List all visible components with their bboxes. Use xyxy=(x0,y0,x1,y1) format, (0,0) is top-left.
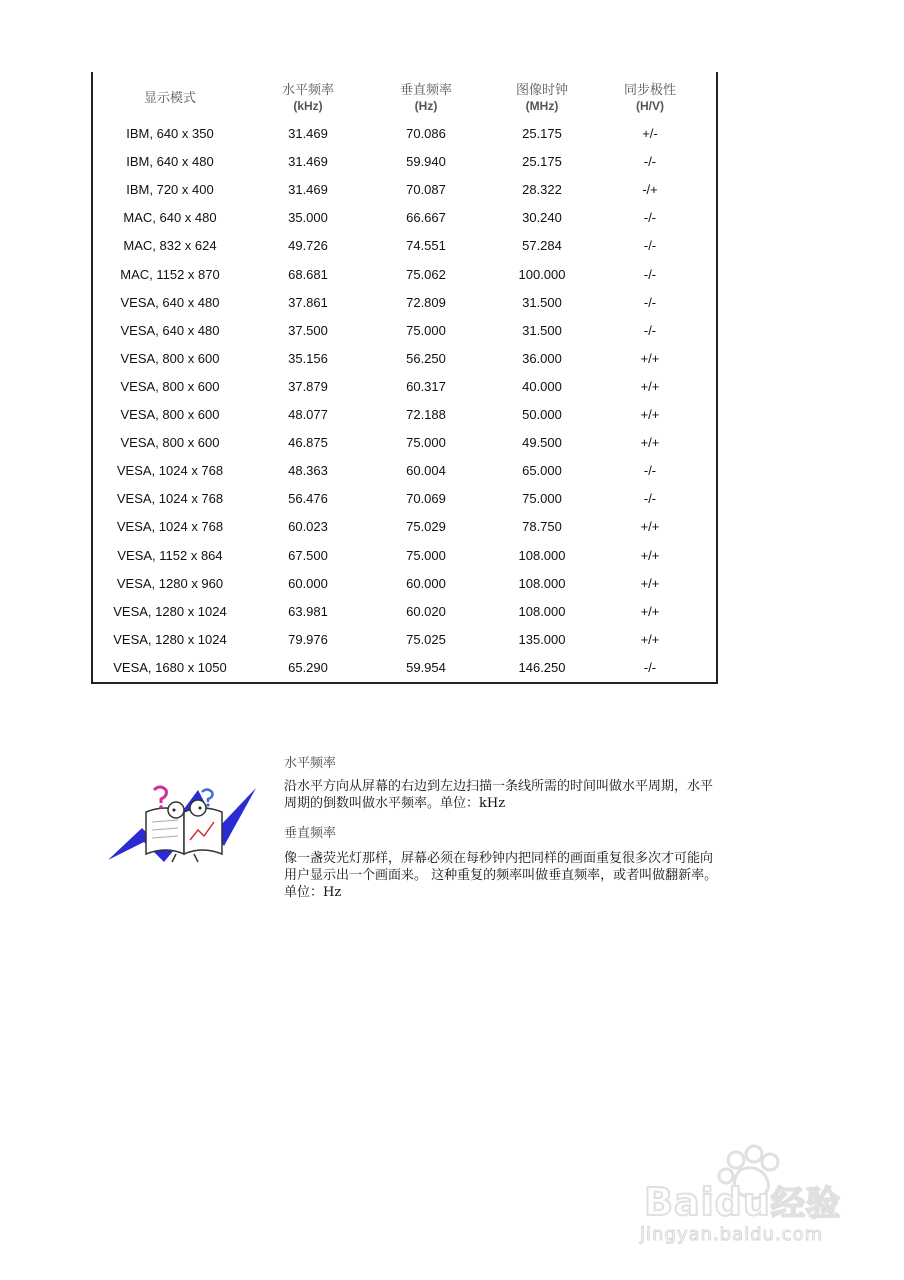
table-cell: -/- xyxy=(643,322,657,338)
table-row xyxy=(93,377,716,397)
table-cell: -/- xyxy=(643,154,657,170)
table-cell: MAC, 832 x 624 xyxy=(123,238,217,254)
table-cell: 25.175 xyxy=(522,154,562,170)
table-cell: +/+ xyxy=(640,378,660,394)
table-cell: 31.469 xyxy=(288,182,328,198)
table-row xyxy=(93,124,716,144)
table-cell: 49.726 xyxy=(288,238,328,254)
table-cell: 31.469 xyxy=(288,126,328,141)
table-cell: +/+ xyxy=(640,350,660,366)
table-cell: 31.469 xyxy=(288,154,328,170)
watermark-brand: Bai xyxy=(644,1180,715,1224)
table-cell: 108.000 xyxy=(518,547,566,563)
baidu-watermark xyxy=(640,1140,860,1250)
table-cell: -/+ xyxy=(642,182,658,198)
table-cell: 100.000 xyxy=(518,266,566,282)
table-row xyxy=(93,461,716,481)
table-row xyxy=(93,236,716,256)
table-cell: +/+ xyxy=(640,547,660,563)
table-cell: 48.363 xyxy=(288,463,328,479)
table-cell: IBM, 720 x 400 xyxy=(126,182,214,198)
table-cell: 28.322 xyxy=(522,182,562,198)
table-cell: +/+ xyxy=(640,631,660,647)
table-cell: 60.000 xyxy=(288,575,328,591)
table-cell: +/+ xyxy=(640,519,660,535)
table-cell: 75.000 xyxy=(406,547,446,563)
table-cell: 49.500 xyxy=(522,435,562,451)
table-cell: 75.062 xyxy=(406,266,446,282)
table-cell: -/- xyxy=(643,210,657,226)
table-cell: 36.000 xyxy=(522,350,562,366)
table-cell: 75.029 xyxy=(406,519,446,535)
table-cell: 65.290 xyxy=(288,659,328,675)
table-cell: -/- xyxy=(643,491,657,507)
table-cell: +/+ xyxy=(640,407,660,422)
table-cell: 59.940 xyxy=(406,154,446,170)
table-cell: 60.000 xyxy=(406,575,446,591)
table-row xyxy=(93,630,716,650)
table-cell: 60.004 xyxy=(406,463,446,479)
table-cell: VESA, 1024 x 768 xyxy=(116,463,224,479)
table-cell: 35.000 xyxy=(288,210,328,226)
table-row xyxy=(93,602,716,622)
table-cell: VESA, 640 x 480 xyxy=(120,322,220,338)
header-display-mode: 显示模式 xyxy=(143,90,196,105)
table-cell: VESA, 800 x 600 xyxy=(120,407,220,422)
header-vfreq: 垂直频率 (Hz) xyxy=(399,82,452,113)
table-cell: +/+ xyxy=(640,575,660,591)
table-row xyxy=(93,574,716,594)
table-cell: 75.000 xyxy=(406,322,446,338)
watermark-url: jingyan.baidu.com xyxy=(640,1224,824,1245)
table-cell: 56.250 xyxy=(406,350,446,366)
term-hfreq: 水平频率 xyxy=(284,756,337,771)
table-cell: VESA, 1280 x 1024 xyxy=(113,631,227,647)
table-cell: 67.500 xyxy=(288,547,328,563)
table-cell: VESA, 1280 x 960 xyxy=(116,575,224,591)
table-cell: +/- xyxy=(642,126,658,141)
table-cell: 63.981 xyxy=(288,603,328,619)
table-cell: +/+ xyxy=(640,435,660,451)
table-cell: 56.476 xyxy=(288,491,328,507)
table-cell: 60.020 xyxy=(406,603,446,619)
table-cell: VESA, 800 x 600 xyxy=(120,378,220,394)
table-cell: VESA, 1024 x 768 xyxy=(116,491,224,507)
table-cell: 70.086 xyxy=(406,126,446,141)
desc-hfreq: 沿水平方向从屏幕的右边到左边扫描一条线所需的时间叫做水平周期，水平周期的倒数叫做水平频率。单位：kHz xyxy=(284,779,714,811)
table-cell: MAC, 640 x 480 xyxy=(123,210,217,226)
timing-table xyxy=(91,72,718,684)
confused-book-figure-icon xyxy=(106,782,260,864)
table-cell: 60.317 xyxy=(406,378,446,394)
table-cell: 75.025 xyxy=(406,631,446,647)
table-row xyxy=(93,433,716,453)
table-cell: VESA, 800 x 600 xyxy=(120,435,220,451)
table-cell: 57.284 xyxy=(522,238,562,254)
table-cell: VESA, 1024 x 768 xyxy=(116,519,224,535)
table-cell: 31.500 xyxy=(522,294,562,310)
table-cell: IBM, 640 x 350 xyxy=(126,126,214,141)
table-cell: VESA, 800 x 600 xyxy=(120,350,220,366)
table-cell: 37.879 xyxy=(288,378,328,394)
table-cell: 65.000 xyxy=(522,463,562,479)
table-cell: 70.069 xyxy=(406,491,446,507)
table-cell: 60.023 xyxy=(288,519,328,535)
table-cell: 78.750 xyxy=(522,519,562,535)
table-cell: 35.156 xyxy=(288,350,328,366)
table-cell: 108.000 xyxy=(518,603,566,619)
table-row xyxy=(93,349,716,369)
table-cell: 79.976 xyxy=(288,631,328,647)
watermark-brand-tail: du xyxy=(714,1180,771,1224)
table-row xyxy=(93,152,716,172)
table-cell: 59.954 xyxy=(406,659,446,675)
table-row xyxy=(93,517,716,537)
table-cell: 50.000 xyxy=(522,407,562,422)
table-cell: IBM, 640 x 480 xyxy=(126,154,214,170)
desc-vfreq: 像一盏荧光灯那样，屏幕必须在每秒钟内把同样的画面重复很多次才可能向用户显示出一个画面来。 这种重复的频率叫做垂直频率，或者叫做翻新率。单位：Hz xyxy=(284,851,718,900)
table-header xyxy=(93,82,716,118)
table-cell: 75.000 xyxy=(522,491,562,507)
table-cell: 37.861 xyxy=(288,294,328,310)
table-cell: 68.681 xyxy=(288,266,328,282)
term-vfreq: 垂直频率 xyxy=(284,826,337,841)
table-row xyxy=(93,293,716,313)
table-cell: 135.000 xyxy=(518,631,566,647)
table-cell: 48.077 xyxy=(288,407,328,422)
table-row xyxy=(93,658,716,678)
table-cell: 25.175 xyxy=(522,126,562,141)
table-cell: -/- xyxy=(643,266,657,282)
table-cell: 66.667 xyxy=(406,210,446,226)
table-cell: 46.875 xyxy=(288,435,328,451)
table-cell: -/- xyxy=(643,238,657,254)
table-row xyxy=(93,489,716,509)
table-cell: 72.188 xyxy=(406,407,446,422)
table-row xyxy=(93,265,716,285)
table-cell: -/- xyxy=(643,463,657,479)
table-cell: 37.500 xyxy=(288,322,328,338)
header-sync-polarity: 同步极性 (H/V) xyxy=(623,82,676,113)
table-cell: 31.500 xyxy=(522,322,562,338)
table-cell: VESA, 1152 x 864 xyxy=(117,547,223,563)
watermark-product: 经验 xyxy=(770,1184,841,1224)
table-row xyxy=(93,546,716,566)
table-row xyxy=(93,405,716,425)
table-cell: -/- xyxy=(643,659,657,675)
header-pixel-clock: 图像时钟 (MHz) xyxy=(515,82,568,113)
table-cell: VESA, 1280 x 1024 xyxy=(113,603,227,619)
table-row xyxy=(93,321,716,341)
table-cell: VESA, 640 x 480 xyxy=(120,294,220,310)
table-row xyxy=(93,180,716,200)
table-cell: 146.250 xyxy=(518,659,566,675)
table-cell: +/+ xyxy=(640,603,660,619)
table-cell: 108.000 xyxy=(518,575,566,591)
table-cell: 30.240 xyxy=(522,210,562,226)
header-hfreq: 水平频率 (kHz) xyxy=(281,82,334,113)
table-cell: MAC, 1152 x 870 xyxy=(120,266,220,282)
table-cell: -/- xyxy=(643,294,657,310)
table-cell: 74.551 xyxy=(406,238,446,254)
table-row xyxy=(93,208,716,228)
table-cell: 70.087 xyxy=(406,182,446,198)
table-cell: 40.000 xyxy=(522,378,562,394)
table-cell: VESA, 1680 x 1050 xyxy=(113,659,227,675)
table-cell: 72.809 xyxy=(406,294,446,310)
table-cell: 75.000 xyxy=(406,435,446,451)
